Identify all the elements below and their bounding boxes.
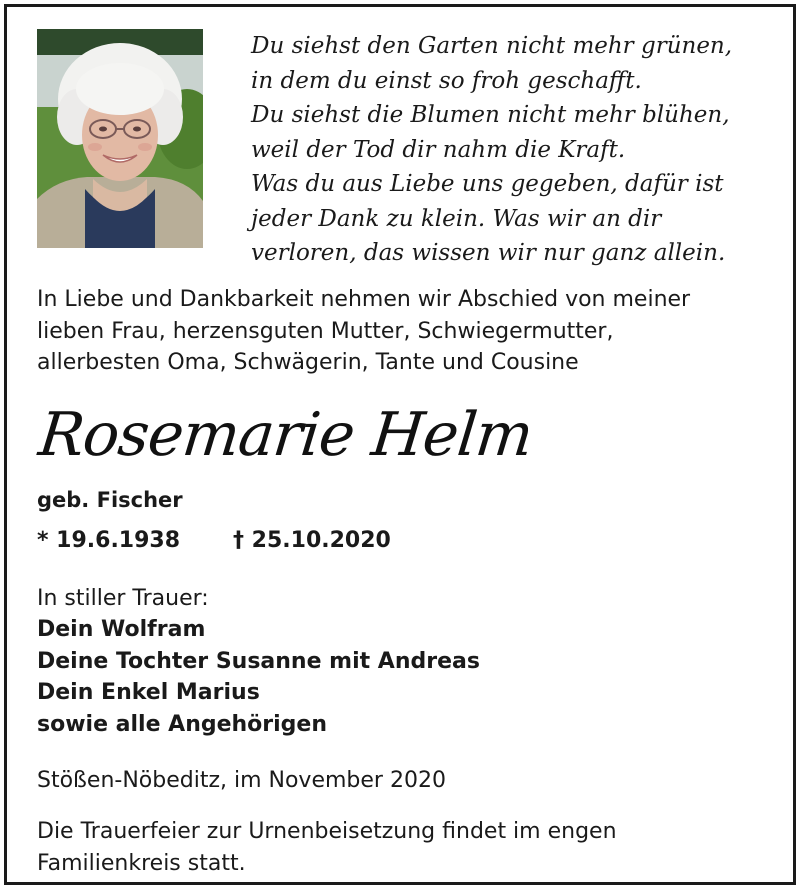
death-date: † 25.10.2020 [233,528,391,553]
poem-line: Du siehst die Blumen nicht mehr blühen, [251,102,730,128]
birth-date: * 19.6.1938 [37,528,181,553]
poem-line: weil der Tod dir nahm die Kraft. [251,136,626,163]
notice-line: Die Trauerfeier zur Urnenbeisetzung findet im engen [37,819,617,844]
portrait-photo [37,29,203,248]
mourner-name: Dein Wolfram [37,617,206,642]
portrait-photo-elderly-woman-icon [37,29,203,248]
poem-line: verloren, das wissen wir nur ganz allein. [251,240,726,266]
poem-line: in dem du einst so froh geschafft. [251,67,642,94]
life-dates [37,525,391,557]
place-and-date: Stößen-Nöbeditz, im November 2020 [37,768,446,793]
poem-line: Was du aus Liebe uns gegeben, dafür ist [251,171,724,197]
poem [251,29,771,271]
intro-line: allerbesten Oma, Schwägerin, Tante und Cousine [37,350,579,375]
deceased-name: Rosemarie Helm [35,400,536,470]
farewell-intro [37,284,797,379]
maiden-name: geb. Fischer [37,488,183,512]
mourner-name: Deine Tochter Susanne mit Andreas [37,648,480,674]
mourner-name: sowie alle Angehörigen [37,711,328,737]
intro-line: lieben Frau, herzensguten Mutter, Schwiegermutter, [37,318,614,344]
poem-line: Du siehst den Garten nicht mehr grünen, [251,33,733,59]
poem-line: jeder Dank zu klein. Was wir an dir [251,205,662,232]
intro-line: In Liebe und Dankbarkeit nehmen wir Abschied von meiner [37,287,691,312]
funeral-notice [37,816,617,879]
mourners-label: In stiller Trauer: [37,586,209,611]
obituary-frame [4,4,796,885]
notice-line: Familienkreis statt. [37,850,246,876]
mourners-list [37,614,480,740]
mourner-name: Dein Enkel Marius [37,680,260,705]
